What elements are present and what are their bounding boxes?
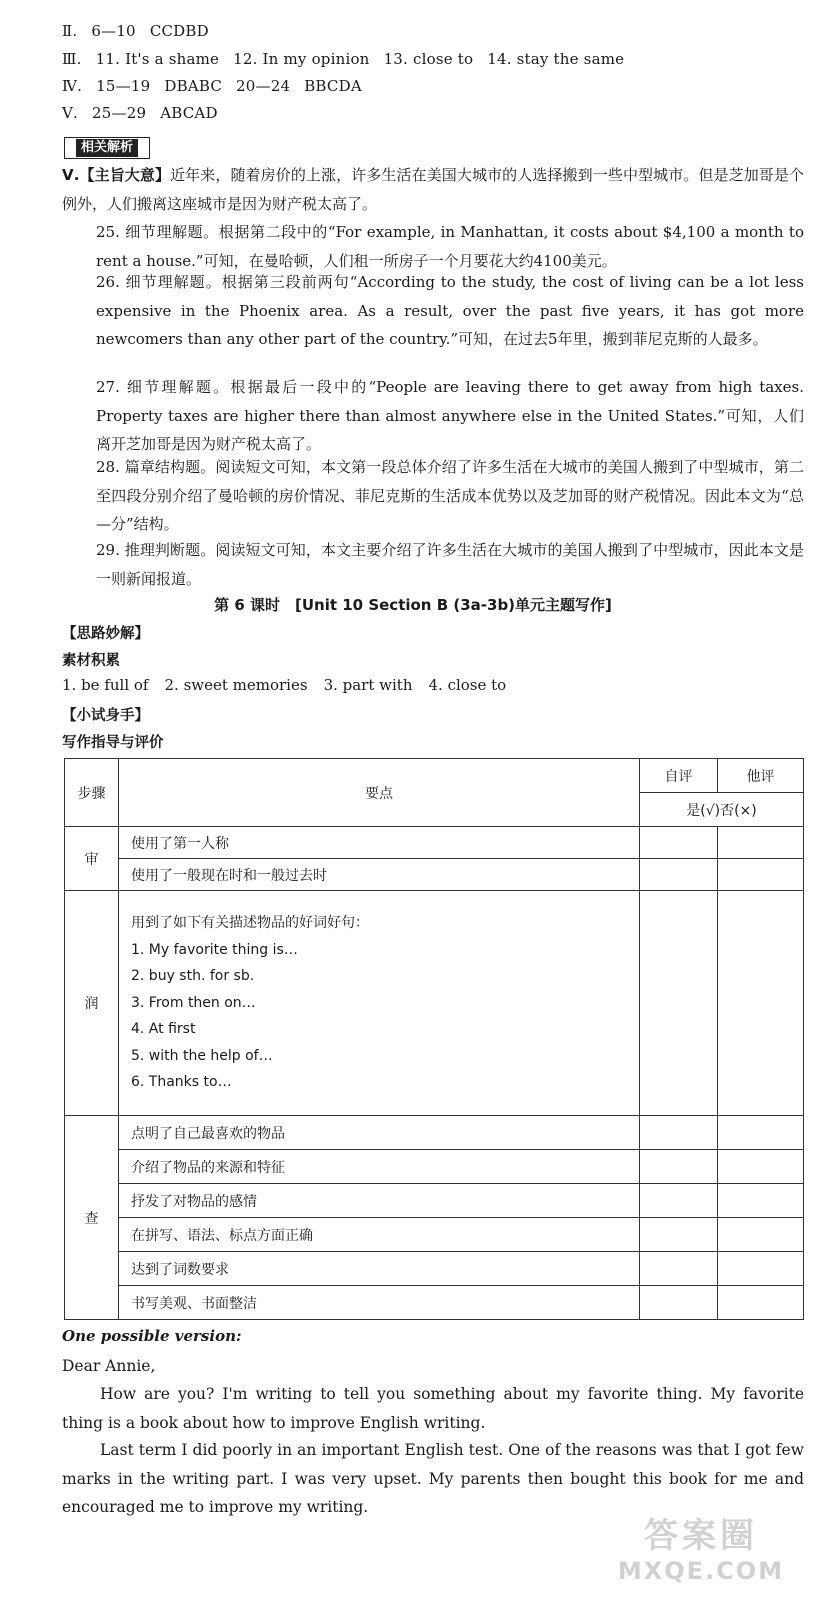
letter-paragraph-2: Last term I did poorly in an important English test. One of the reasons was that I got few marks in the writing part. I was very upset. My parents then bought this book for me and encouraged me to improve my writing. — [62, 1441, 804, 1516]
section-title: 第 6 课时 [Unit 10 Section B (3a-3b)单元主题写作] — [214, 596, 612, 614]
analysis-tag: 相关解析 — [64, 137, 150, 159]
other-check-cell[interactable] — [718, 1286, 804, 1320]
list-item: 2. buy sth. for sb. — [131, 968, 255, 985]
review-row: 使用了一般现在时和一般过去时 — [119, 859, 640, 891]
self-check-cell[interactable] — [640, 1150, 718, 1184]
header-step: 步骤 — [65, 759, 119, 827]
other-check-cell[interactable] — [718, 1252, 804, 1286]
analysis-item-28: 28. 篇章结构题。阅读短文可知，本文第一段总体介绍了许多生活在大城市的美国人搬到了中型城市，第二至四段分别介绍了曼哈顿的房价情况、菲尼克斯的生活成本优势以及芝加哥的财产税情况。因此本文为“总—分”结构。 — [96, 458, 804, 533]
check-row: 在拼写、语法、标点方面正确 — [119, 1218, 640, 1252]
self-check-cell[interactable] — [640, 1184, 718, 1218]
list-item: 4. At first — [131, 1021, 196, 1038]
thinking-heading: 【思路妙解】 — [62, 626, 149, 642]
answer-line-4: Ⅳ. 15—19 DBABC 20—24 BBCDA — [62, 77, 362, 95]
check-row: 书写美观、书面整洁 — [119, 1286, 640, 1320]
try-heading: 【小试身手】 — [62, 708, 149, 724]
list-item: 1. My favorite thing is… — [131, 941, 298, 958]
list-item: 6. Thanks to… — [131, 1074, 232, 1091]
self-check-cell[interactable] — [640, 891, 718, 1116]
analysis-item-29: 29. 推理判断题。阅读短文可知，本文主要介绍了许多生活在大城市的美国人搬到了中型城市，因此本文是一则新闻报道。 — [96, 541, 804, 588]
material-list: 1. be full of 2. sweet memories 3. part with 4. close to — [62, 676, 507, 694]
list-item: 5. with the help of… — [131, 1047, 273, 1064]
self-check-cell[interactable] — [640, 1286, 718, 1320]
other-check-cell[interactable] — [718, 1218, 804, 1252]
check-row: 介绍了物品的来源和特征 — [119, 1150, 640, 1184]
other-check-cell[interactable] — [718, 827, 804, 859]
header-self: 自评 — [640, 759, 718, 793]
header-other: 他评 — [718, 759, 804, 793]
analysis-item-25: 25. 细节理解题。根据第二段中的“For example, in Manhattan, it costs about $4,100 a month to rent a house.”可知，在曼哈顿，人们租一所房子一个月要花大约4100美元。 — [96, 223, 804, 270]
main-idea: Ⅴ.【主旨大意】近年来，随着房价的上涨，许多生活在美国大城市的人选择搬到一些中型城市。但是芝加哥是个例外，人们搬离这座城市是因为财产税太高了。 — [62, 166, 804, 213]
version-label: One possible version: — [62, 1327, 242, 1345]
self-check-cell[interactable] — [640, 1252, 718, 1286]
other-check-cell[interactable] — [718, 1116, 804, 1150]
other-check-cell[interactable] — [718, 1184, 804, 1218]
step-review: 审 — [65, 827, 119, 891]
material-heading: 素材积累 — [62, 653, 120, 669]
guide-heading: 写作指导与评价 — [62, 735, 164, 751]
other-check-cell[interactable] — [718, 1150, 804, 1184]
step-check: 查 — [65, 1116, 119, 1320]
self-check-cell[interactable] — [640, 1116, 718, 1150]
self-check-cell[interactable] — [640, 1218, 718, 1252]
answer-line-3: Ⅲ. 11. It's a shame 12. In my opinion 13. close to 14. stay the same — [62, 50, 625, 68]
review-row: 使用了第一人称 — [119, 827, 640, 859]
letter-greeting: Dear Annie, — [62, 1357, 156, 1375]
site-watermark: 答案圈 MXQE.COM — [617, 1516, 785, 1585]
self-check-cell[interactable] — [640, 859, 718, 891]
other-check-cell[interactable] — [718, 891, 804, 1116]
analysis-item-26: 26. 细节理解题。根据第三段前两句“According to the study, the cost of living can be a lot less expensive in the Phoenix area. As a result, over the past five years, it has got more newcomers than any other part of the country.”可知，在过去5年里，搬到菲尼克斯的人最多。 — [96, 273, 804, 348]
analysis-item-27: 27. 细节理解题。根据最后一段中的“People are leaving there to get away from high taxes. Property taxes are higher there than almost anywhere else in the United States.”可知，人们离开芝加哥是因为财产税太高了。 — [96, 378, 804, 453]
other-check-cell[interactable] — [718, 859, 804, 891]
step-polish: 润 — [65, 891, 119, 1116]
list-item: 3. From then on… — [131, 994, 256, 1011]
answer-line-2: Ⅱ. 6—10 CCDBD — [62, 22, 209, 40]
check-row: 点明了自己最喜欢的物品 — [119, 1116, 640, 1150]
header-key: 要点 — [119, 759, 640, 827]
check-row: 达到了词数要求 — [119, 1252, 640, 1286]
header-yes-no: 是(√)否(×) — [640, 793, 804, 827]
letter-paragraph-1: How are you? I'm writing to tell you something about my favorite thing. My favorite thing is a book about how to improve English writing. — [62, 1385, 804, 1432]
check-row: 抒发了对物品的感情 — [119, 1184, 640, 1218]
evaluation-table — [64, 758, 804, 1320]
answer-line-5: Ⅴ. 25—29 ABCAD — [62, 104, 218, 122]
self-check-cell[interactable] — [640, 827, 718, 859]
polish-list: 用到了如下有关描述物品的好词好句： 1. My favorite thing is… 2. buy sth. for sb. 3. From then on… 4. At first 5. with the help of… 6. Thanks to… — [119, 891, 640, 1116]
